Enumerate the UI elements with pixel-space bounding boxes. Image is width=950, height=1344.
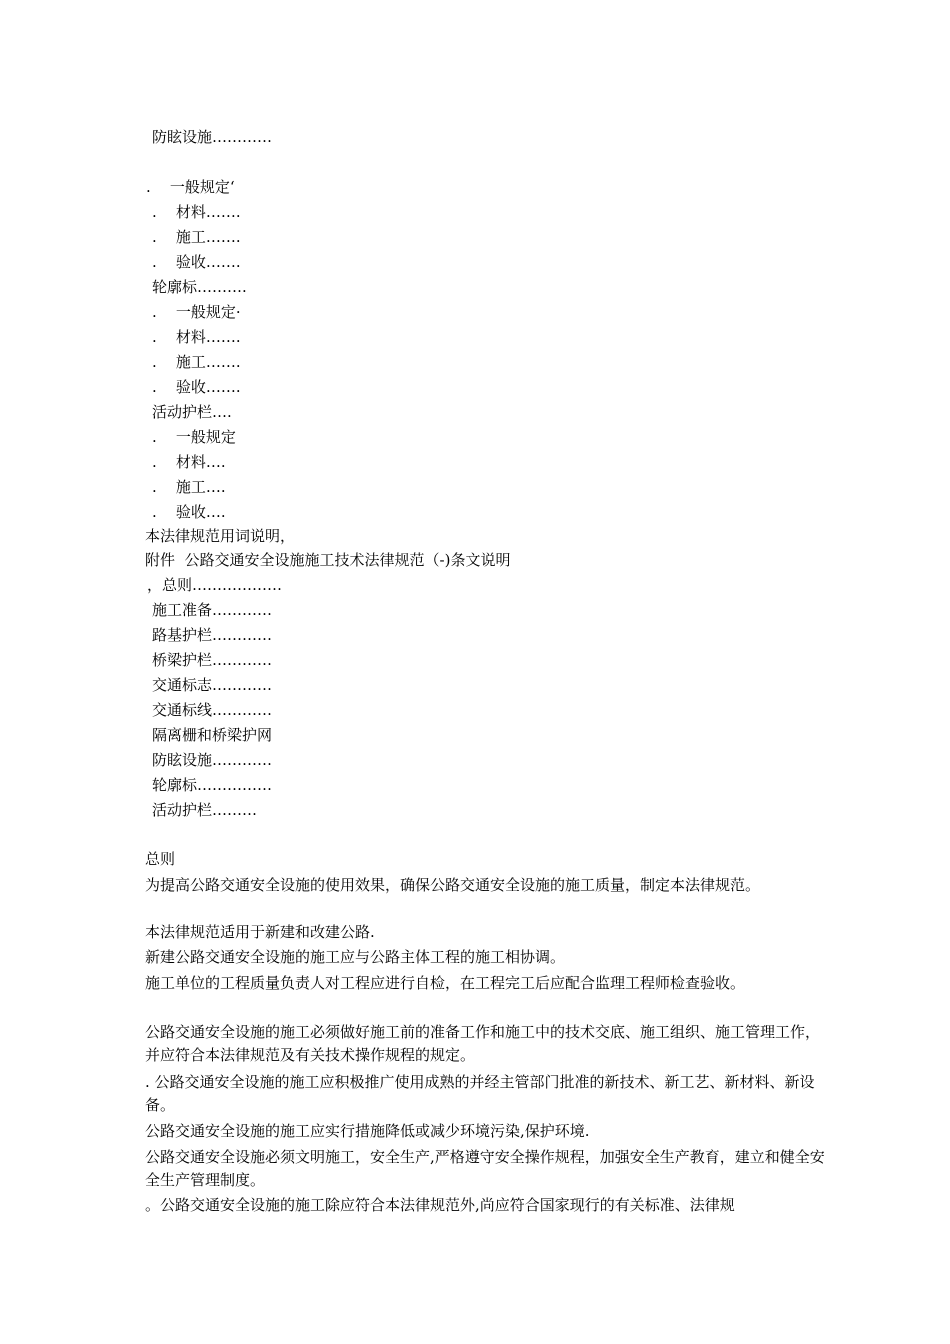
toc-line: . 施工……. <box>152 228 241 246</box>
paragraph: 为提高公路交通安全设施的使用效果，确保公路交通安全设施的施工质量，制定本法律规范。 <box>145 876 761 894</box>
toc-line: . 一般规定· <box>152 303 241 321</box>
toc-line: 轮廓标…………… <box>152 776 273 794</box>
paragraph: 新建公路交通安全设施的施工应与公路主体工程的施工相协调。 <box>145 948 566 966</box>
toc-line: 桥梁护栏………… <box>152 651 273 669</box>
paragraph: 本法律规范适用于新建和改建公路. <box>145 923 375 941</box>
toc-line: . 一般规定 <box>152 428 236 446</box>
toc-line: . 材料……. <box>152 328 241 346</box>
toc-line: 交通标志………… <box>152 676 273 694</box>
toc-line: . 验收…. <box>152 503 226 521</box>
toc-line: ，总则……………… <box>147 576 283 594</box>
toc-line: . 材料…. <box>152 453 226 471</box>
paragraph: 公路交通安全设施必须文明施工，安全生产,严格遵守安全操作规程，加强安全生产教育，建立和健全安全生产管理制度。 <box>145 1148 825 1189</box>
toc-line: . 验收……. <box>152 378 241 396</box>
toc-line: 交通标线………… <box>152 701 273 719</box>
toc-line: . 验收……. <box>152 253 241 271</box>
section-heading: 总则 <box>145 850 176 868</box>
toc-line: 防眩设施………… <box>152 751 273 769</box>
paragraph: 公路交通安全设施的施工应实行措施降低或减少环境污染,保护环境. <box>145 1122 590 1140</box>
toc-line: 附件 公路交通安全设施施工技术法律规范（-)条文说明 <box>145 551 511 569</box>
toc-line: . 材料……. <box>152 203 241 221</box>
toc-line: 施工准备………… <box>152 601 273 619</box>
toc-line: 路基护栏………… <box>152 626 273 644</box>
toc-line: 防眩设施………… <box>152 128 273 146</box>
toc-line: . 施工…. <box>152 478 226 496</box>
paragraph: . 公路交通安全设施的施工应积极推广使用成熟的并经主管部门批准的新技术、新工艺、新材料、新设备。 <box>145 1073 815 1114</box>
toc-line: 隔离栅和桥梁护网 <box>152 726 273 744</box>
toc-line: 轮廓标………. <box>152 278 247 296</box>
paragraph: 公路交通安全设施的施工必须做好施工前的准备工作和施工中的技术交底、施工组织、施工管理工作，并应符合本法律规范及有关技术操作规程的规定。 <box>145 1023 821 1064</box>
paragraph: 施工单位的工程质量负责人对工程应进行自检，在工程完工后应配合监理工程师检查验收。 <box>145 974 746 992</box>
toc-line: 本法律规范用词说明， <box>145 527 296 545</box>
toc-line: 活动护栏……… <box>152 801 258 819</box>
toc-line: . 一般规定‘ <box>146 178 235 196</box>
paragraph: 。公路交通安全设施的施工除应符合本法律规范外,尚应符合国家现行的有关标准、法律规 <box>145 1196 735 1214</box>
toc-line: 活动护栏…. <box>152 403 232 421</box>
toc-line: . 施工……. <box>152 353 241 371</box>
